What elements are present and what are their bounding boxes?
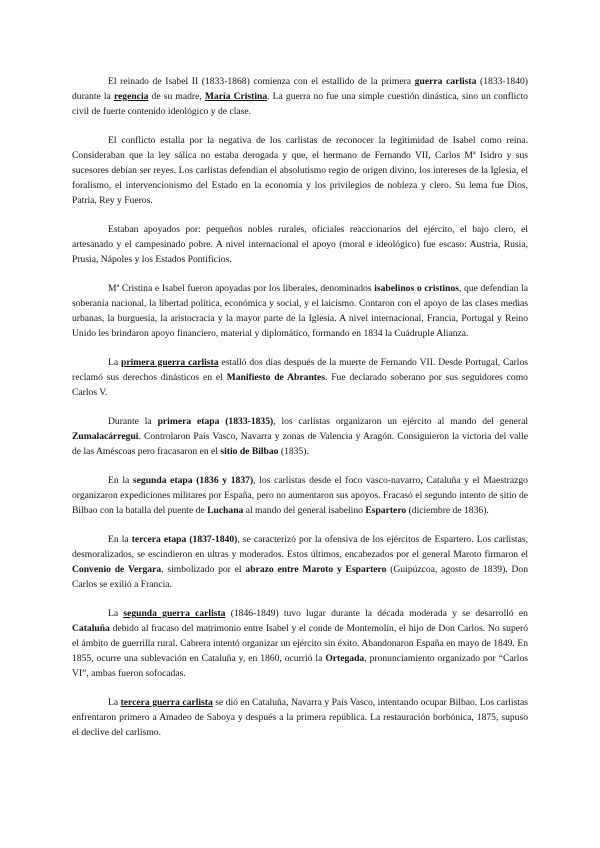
text-run: de su madre, bbox=[148, 91, 205, 102]
text-run: , simbolizado por el bbox=[161, 564, 246, 575]
bold-term: regencia bbox=[113, 91, 149, 102]
text-run: Mª Cristina e Isabel fueron apoyadas por los liberales, denominados bbox=[108, 283, 375, 294]
text-run: En la bbox=[108, 534, 132, 545]
text-run: . Fue declarado soberano por sus seguidores como Carlos V. bbox=[72, 372, 528, 398]
text-run: La bbox=[108, 608, 124, 619]
text-run: En la bbox=[108, 475, 133, 486]
text-run: (diciembre de 1836). bbox=[406, 505, 489, 516]
paragraph-primera-guerra bbox=[72, 355, 528, 400]
bold-term: tercera guerra carlista bbox=[120, 697, 213, 708]
bold-term: sitio de Bilbao bbox=[220, 446, 279, 457]
bold-term: Ortegada bbox=[325, 653, 365, 664]
paragraph-tercera-guerra bbox=[72, 695, 528, 740]
text-run: (1833-1840) durante la bbox=[72, 76, 528, 102]
text-run: (1846-1849) tuvo lugar durante la década moderada y se desarrolló en bbox=[225, 608, 528, 619]
text-run: (Guipúzcoa, agosto de 1839). Don Carlos se exilió a Francia. bbox=[72, 564, 529, 590]
bold-term: abrazo entre Maroto y Espartero bbox=[245, 564, 387, 575]
text-run: Estaban apoyados por: pequeños nobles rurales, oficiales reaccionarios del ejército, el bajo clero, el artesanado y el campesinado pobre. A nivel internacional el apoyo (moral e ideológico) fue escaso: Austria, Rusia, Prusia, Nápoles y los Estados Pontificios. bbox=[72, 224, 528, 265]
text-run: se dió en Cataluña, Navarra y País Vasco, intentando ocupar Bilbao. Los carlistas enfrentaron primero a Amadeo de Saboya y después a la primera república. La restauración borbónica, 1875, supuso el declive del carlismo. bbox=[72, 697, 528, 738]
text-run: El reinado de Isabel II (1833-1868) comienza con el estallido de la primera bbox=[108, 76, 415, 87]
paragraph-segunda-etapa bbox=[72, 473, 528, 518]
text-run: (1835). bbox=[278, 446, 309, 457]
bold-term: Convenio de Vergara bbox=[72, 564, 162, 575]
bold-term: guerra carlista bbox=[414, 76, 477, 87]
bold-term: tercera etapa (1837-1840) bbox=[131, 534, 238, 545]
text-run: , los carlistas organizaron un ejército al mando del general bbox=[273, 416, 529, 427]
paragraph-tercera-etapa bbox=[72, 532, 528, 592]
bold-term: isabelinos o cristinos bbox=[374, 283, 459, 294]
text-run: La bbox=[108, 697, 121, 708]
bold-term: Luchana bbox=[207, 505, 244, 516]
text-run: El conflicto estalla por la negativa de los carlistas de reconocer la legitimidad de Isabel como reina. Consideraban que la ley sálica no estaba derogada y que, el hermano de Fernando VII, Carlos Mª Isidro y sus sucesores debían ser reyes. Los carlistas defendían el absolutismo regio de origen divino, los intereses de la Iglesia, el foralismo, el intervencionismo del Estado en la economía y los privilegios de nobleza y clero. Su lema fue Dios, Patria, Rey y Fueros. bbox=[72, 135, 528, 206]
text-run: , que defendían la soberanía nacional, la libertad política, económica y social, y el laicismo. Contaron con el apoyo de las clases medias urbanas, la burguesía, la aristocracia y la mayor parte de la Iglesia. A nivel internacional, Francia, Portugal y Reino Unido les brindaron apoyo financiero, material y diplomático, formando en 1834 la Cuádruple Alianza. bbox=[72, 283, 528, 339]
bold-term: segunda guerra carlista bbox=[123, 608, 226, 619]
paragraph-apoyos-carlistas bbox=[72, 222, 528, 267]
text-run: , pronunciamiento organizado por “Carlos VI”, ambas fueron sofocadas. bbox=[72, 653, 528, 679]
bold-term: Espartero bbox=[365, 505, 407, 516]
bold-term: segunda etapa (1836 y 1837) bbox=[132, 475, 254, 486]
bold-term: Cataluña bbox=[72, 623, 110, 634]
bold-term: primera guerra carlista bbox=[121, 357, 219, 368]
text-run: debido al fracaso del matrimonio entre Isabel y el conde de Montemolín, el hijo de Don Carlos. No superó el ámbito de guerrilla rural. Cabrera intentó organizar un ejército sin éxito. Abandonaron España en mayo de 1849. En 1855, ocurre una sublevación en Cataluña y, en 1860, ocurrió la bbox=[72, 623, 528, 664]
text-run: Durante la bbox=[108, 416, 158, 427]
text-run: , los carlistas desde el foco vasco-navarro, Cataluña y el Maestrazgo organizaron expediciones militares por España, pero no aumentaron sus apoyos. Fracasó el segundo intento de sitio de Bilbao con la batalla del puente de bbox=[72, 475, 528, 516]
paragraph-conflicto bbox=[72, 133, 528, 208]
paragraph-reinado bbox=[72, 74, 528, 119]
text-run: al mando del general isabelino bbox=[243, 505, 366, 516]
bold-term: Manifiesto de Abrantes bbox=[226, 372, 325, 383]
bold-term: primera etapa (1833-1835) bbox=[157, 416, 274, 427]
paragraph-apoyos-liberales bbox=[72, 281, 528, 341]
paragraph-primera-etapa bbox=[72, 414, 528, 459]
text-run: . La guerra no fue una simple cuestión dinástica, sino un conflicto civil de fuerte contenido ideológico y de clase. bbox=[72, 91, 528, 117]
text-run: estalló dos días después de la muerte de Fernando VII. Desde Portugal, Carlos reclamó sus derechos dinásticos en el bbox=[72, 357, 528, 383]
text-run: . Controlaron País Vasco, Navarra y zonas de Valencia y Aragón. Consiguieron la victoria del valle de las Améscoas pero fracasaron en el bbox=[72, 431, 528, 457]
bold-term: María Cristina bbox=[204, 91, 268, 102]
text-run: , se caracterizó por la ofensiva de los ejércitos de Espartero. Los carlistas, desmoralizados, se escindieron en ultras y moderados. Estos últimos, encabezados por el general Maroto firmaron el bbox=[72, 534, 528, 560]
bold-term: Zumalacárregui bbox=[72, 431, 139, 442]
paragraph-segunda-guerra bbox=[72, 606, 528, 681]
text-run: La bbox=[108, 357, 122, 368]
document-page bbox=[72, 74, 528, 754]
